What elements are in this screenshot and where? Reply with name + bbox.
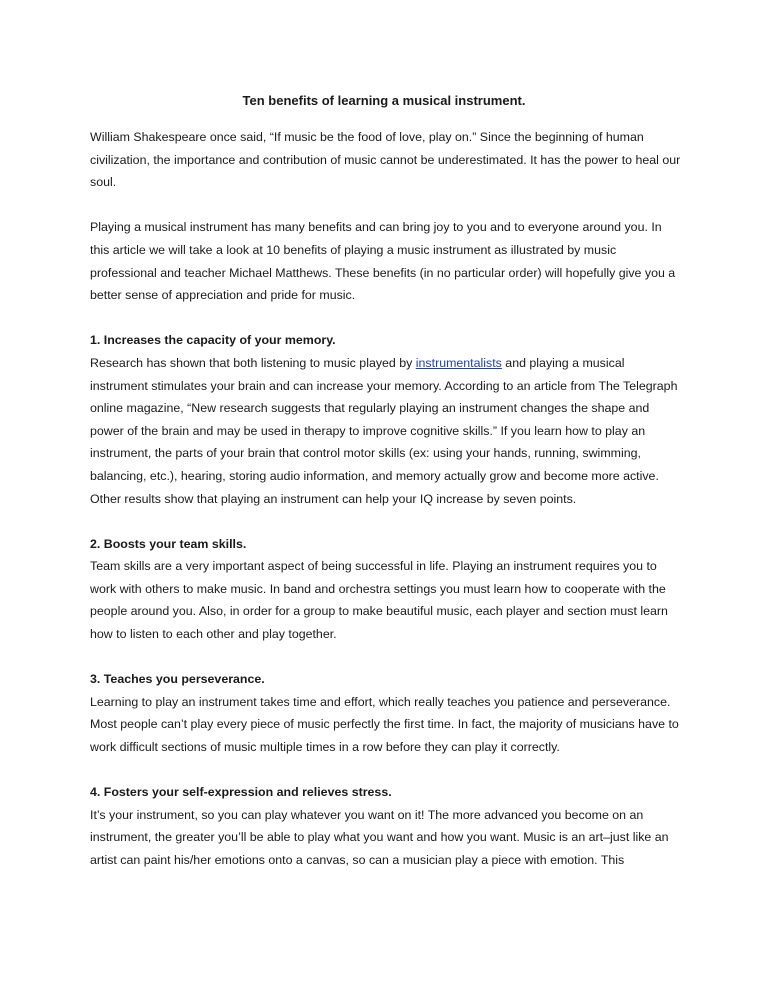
section-paragraph: Team skills are a very important aspect of being successful in life. Playing an instrument requires you to work with others to make music. In band and orchestra settings you must learn how to cooperate with the people around you. Also, in order for a group to make beautiful music, each player and section must learn how to listen to each other and play together. [90, 559, 668, 642]
section-heading: 3. Teaches you perseverance. [90, 672, 265, 687]
section-memory [90, 329, 682, 510]
section-heading: 4. Fosters your self-expression and relieves stress. [90, 785, 392, 800]
section-heading: 1. Increases the capacity of your memory. [90, 333, 336, 348]
section-text-before-link: Research has shown that both listening to music played by [90, 355, 416, 370]
section-team-skills [90, 533, 682, 646]
intro-paragraph-2: Playing a musical instrument has many benefits and can bring joy to you and to everyone around you. In this article we will take a look at 10 benefits of playing a music instrument as illustrated by music professional and teacher Michael Matthews. These benefits (in no particular order) will hopefully give you a better sense of appreciation and pride for music. [90, 220, 676, 303]
section-paragraph [90, 352, 682, 510]
document-title: Ten benefits of learning a musical instrument. [242, 93, 526, 108]
intro-paragraph-1: William Shakespeare once said, “If music be the food of love, play on.” Since the beginning of human civilization, the importance and contribution of music cannot be underestimated. It has the power to heal our soul. [90, 130, 681, 190]
document-body [90, 126, 682, 894]
section-perseverance [90, 668, 682, 758]
section-heading: 2. Boosts your team skills. [90, 536, 247, 551]
section-self-expression [90, 781, 682, 871]
instrumentalists-link[interactable]: instrumentalists [415, 355, 502, 370]
section-paragraph: It’s your instrument, so you can play whatever you want on it! The more advanced you become on an instrument, the greater you’ll be able to play what you want and how you want. Music is an art–just like an artist can paint his/her emotions onto a canvas, so can a musician play a piece with emotion. This [90, 807, 669, 867]
section-paragraph: Learning to play an instrument takes time and effort, which really teaches you patience and perseverance. Most people can’t play every piece of music perfectly the first time. In fact, the majority of musicians have to work difficult sections of music multiple times in a row before they can play it correctly. [90, 694, 679, 755]
section-text-after-link: and playing a musical instrument stimulates your brain and can increase your memory. According to an article from The Telegraph online magazine, “New research suggests that regularly playing an instrument changes the shape and power of the brain and may be used in therapy to improve cognitive skills.” If you learn how to play an instrument, the parts of your brain that control motor skills (ex: using your hands, running, swimming, balancing, etc.), hearing, storing audio information, and memory actually grow and become more active. Other results show that playing an instrument can help your IQ increase by seven points. [90, 355, 678, 506]
